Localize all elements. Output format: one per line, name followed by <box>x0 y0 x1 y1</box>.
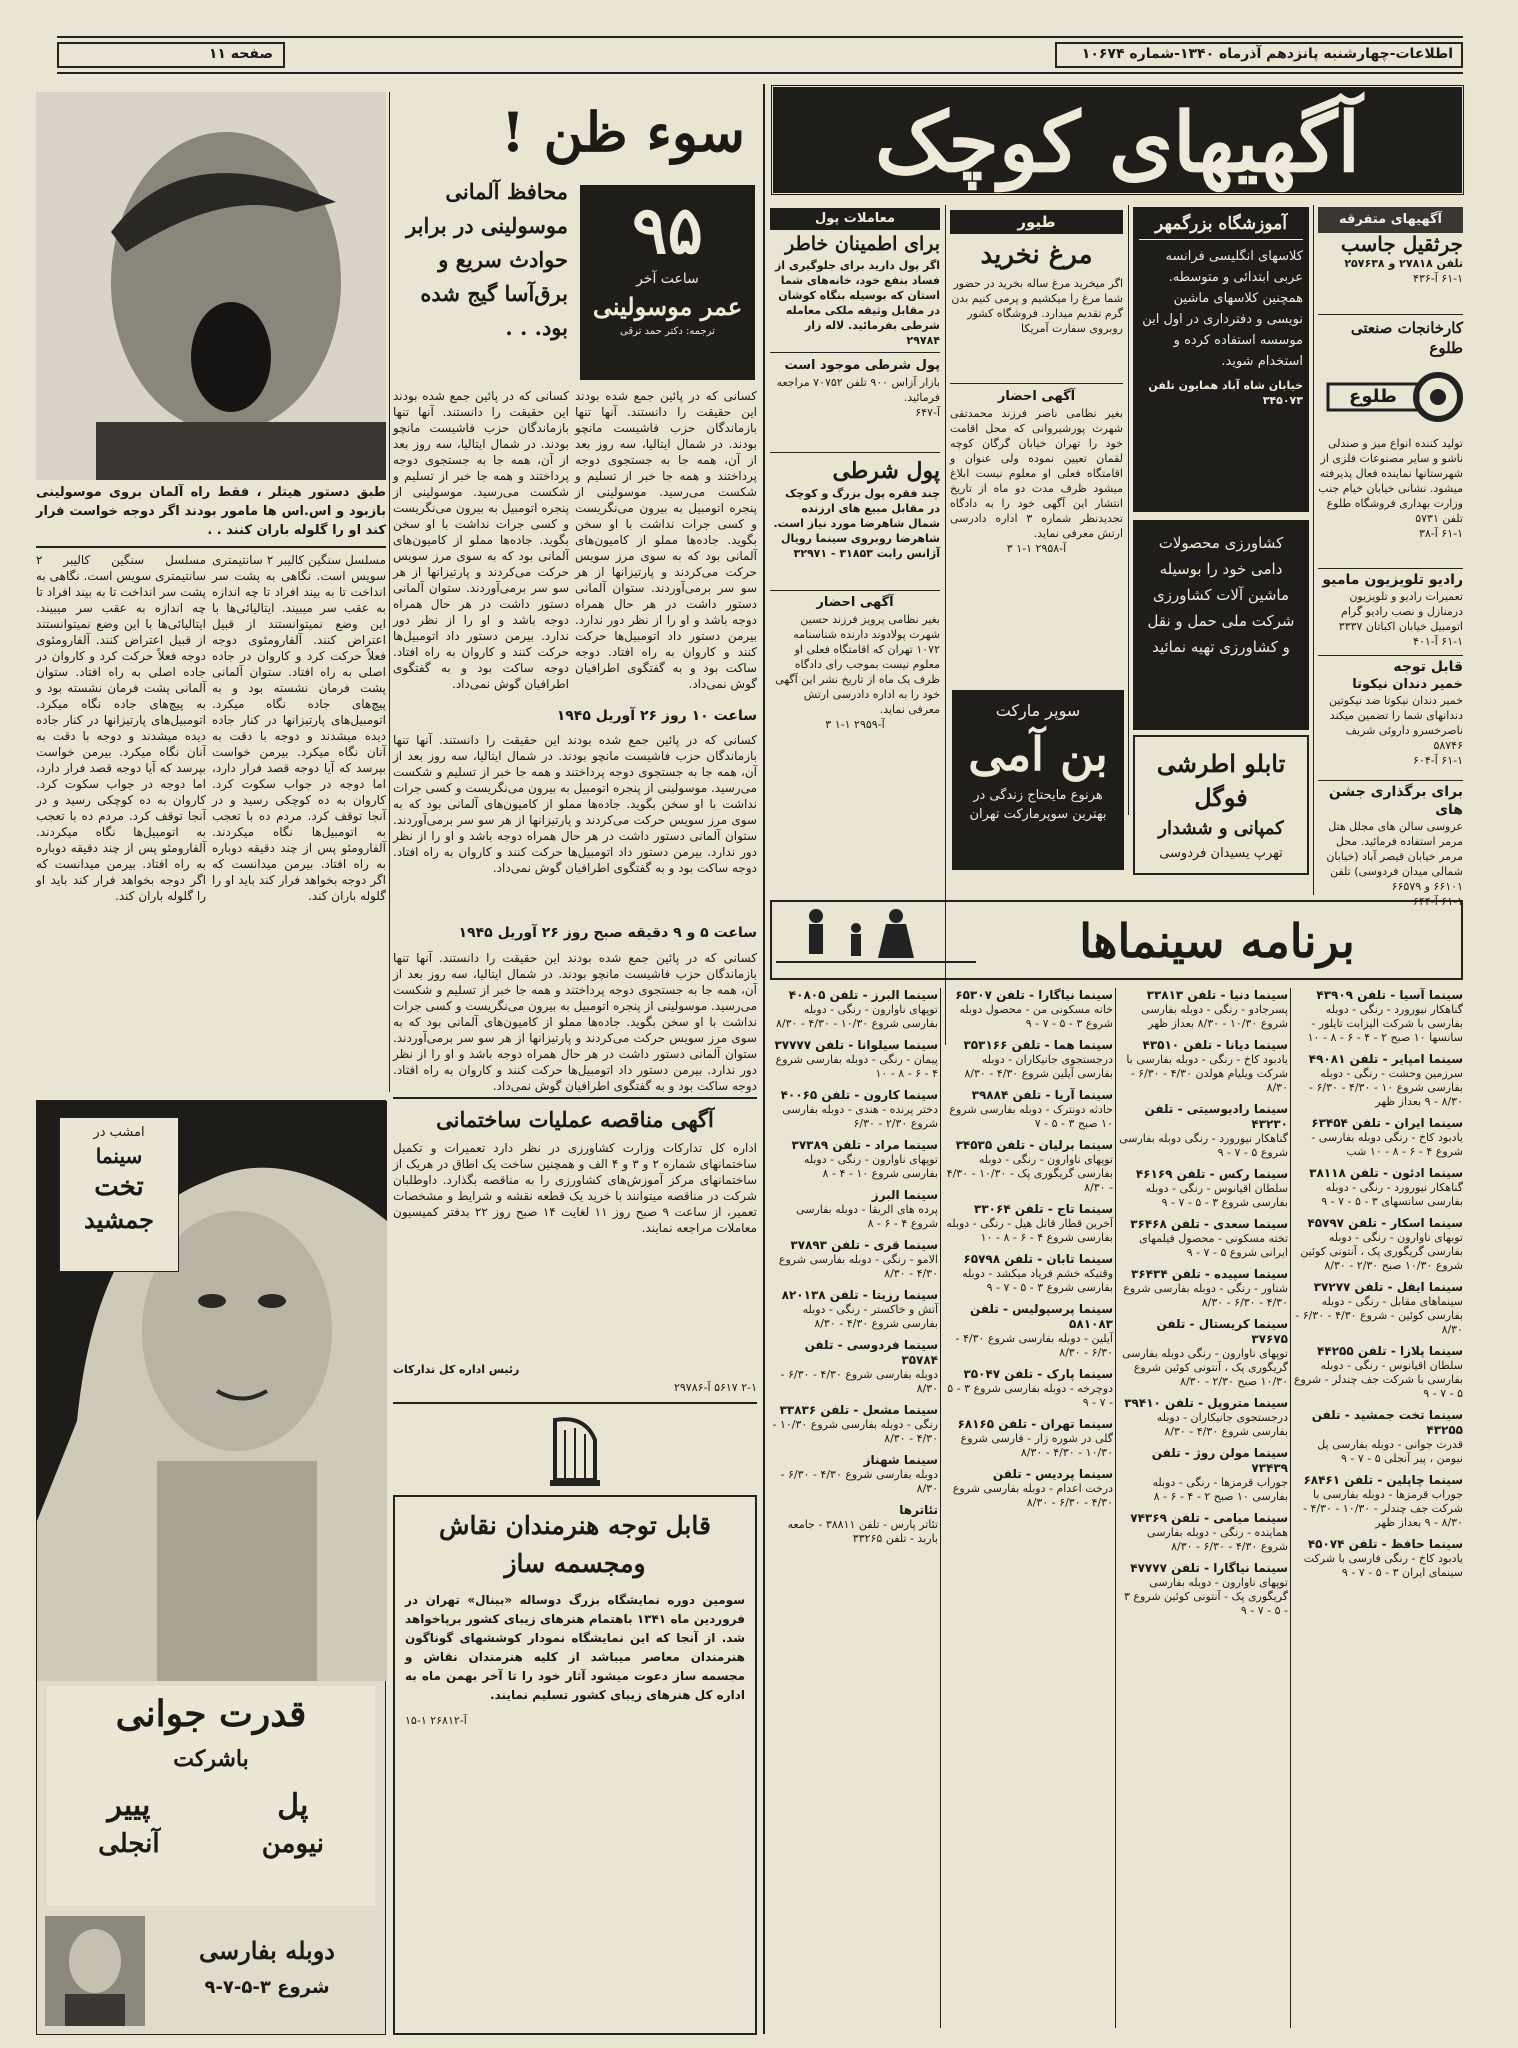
cinema-listing <box>943 1138 1113 1195</box>
ad-celebration-body: عروسی سالن های مجلل هتل مرمر استفاده فرمائید. محل مرمر خیابان قیصر آباد (خیابان شمالی میدان فردوسی) تلفن ۶۶۱۰۱ و ۶۶۵۷۹ <box>1326 820 1463 893</box>
cinema-showtimes: وقتیکه خشم فریاد میکشد - دوبله بفارسی شروع ۳ - ۵ - ۷ - ۹ <box>962 1267 1113 1294</box>
cinema-showtimes: هماینده - رنگی - دوبله بفارسی شروع ۴/۳۰ - ۶/۳۰ - ۸/۳۰ <box>1147 1526 1288 1553</box>
cinema-column-1 <box>1293 988 1463 2038</box>
tender-title: آگهی مناقصه عملیات ساختمانی <box>436 1107 714 1132</box>
cinema-showtimes: الامو - رنگی - دوبله بفارسی شروع ۴/۳۰ - ۸/۳۰ <box>778 1253 938 1280</box>
cinema-showtimes: توپهای ناوارون - رنگی دوبله بفارسی گریگوری پک ، آنتونی کوئین شروع ۱۰/۳۰ صبح ۲/۳۰ - ۸/۳۰ <box>1122 1347 1288 1388</box>
cinema-showtimes: حادثه دونترک - دوبله بفارسی شروع ۱۰ صبح ۳ - ۵ - ۷ <box>949 1103 1113 1130</box>
cinema-name: سینما میامی - تلفن ۷۴۳۶۹ <box>1130 1511 1288 1525</box>
poster-actor2-first: پییر <box>107 1788 151 1823</box>
page-number: صفحه ۱۱ <box>57 42 285 68</box>
cinema-name: سینما پرسپولیس - تلفن ۵۸۱۰۸۳ <box>969 1302 1113 1331</box>
cinema-listing <box>943 1367 1113 1410</box>
poster-top-line1: امشب در <box>93 1125 145 1140</box>
cinema-listing <box>1118 1511 1288 1554</box>
cinema-showtimes: درجستجوی جانیکاران - دوبله بفارسی آیلین شروع ۴/۳۰ - ۸/۳۰ <box>964 1053 1113 1080</box>
cinema-showtimes: درخت اعدام - دوبله بفارسی شروع ۴/۳۰ - ۶/۳۰ - ۸/۳۰ <box>952 1482 1113 1509</box>
ad-jerathil-code: ۶۱-۱ آ-۴۳۶ <box>1413 272 1463 285</box>
cinema-showtimes: دوچرخه - دوبله بفارسی شروع ۳ - ۵ - ۷ - ۹ <box>947 1382 1113 1409</box>
cinema-listing <box>1293 1216 1463 1273</box>
cinema-name: سینما البرز - تلفن ۴۰۸۰۵ <box>788 988 938 1002</box>
ad-summons-title: آگهی احضار <box>816 595 894 610</box>
small-ads-label: آگهیهای متفرقه <box>1318 207 1463 233</box>
toloo-logo-text: طلوع <box>1349 386 1397 407</box>
poster-cinema-name: تخت <box>94 1172 144 1202</box>
ad-money-body: چند فقره پول بزرگ و کوچک در مقابل مبیع های ارزنده شمال شاهرضا مورد نیاز است. شاهرضا روبروی سینما رویال آژانس رابت ۳۱۸۵۳ - ۳۲۹۷۱ <box>773 487 940 560</box>
cinema-showtimes: تخته مسکونی - محصول فیلمهای ایرانی شروع ۵ - ۷ - ۹ <box>1139 1232 1288 1259</box>
cinema-name: سینما حافظ - تلفن ۴۵۰۷۴ <box>1307 1537 1463 1551</box>
cinema-listing <box>1118 1396 1288 1439</box>
ad-loan-title: پول شرطی موجود است <box>784 358 940 373</box>
cinema-name: سینما دنیا - تلفن ۳۳۸۱۳ <box>1146 988 1288 1002</box>
cinema-name: سینما سعدی - تلفن ۳۶۴۶۸ <box>1130 1217 1288 1231</box>
ad-summons-code: آ-۲۹۵۹ ۱-۱ ۳ <box>825 718 885 731</box>
ad-dental-code: ۶۱-۱ آ-۶۰۴ <box>1413 754 1463 767</box>
cinema-showtimes: توپهای ناوارون - رنگی - دوبله بفارسی شروع ۱۰/۳۰ - ۴/۳۰ - ۸/۳۰ <box>776 1003 938 1030</box>
cinema-showtimes: توپهای ناوارون - رنگی - دوبله بفارسی گریگوری پک - ۱۰/۳۰ - ۴/۳۰ - ۸/۳۰ <box>946 1153 1113 1194</box>
cinema-name: سینما امپایر - تلفن ۴۹۰۸۱ <box>1308 1052 1463 1066</box>
cinema-showtimes: توپهای ناوارون - دوبله بفارسی گریگوری پک - آنتونی کوئین شروع ۳ - ۵ - ۷ - ۹ <box>1123 1576 1288 1617</box>
ad-dental-subtitle: خمیر دندان نیکوتا <box>1352 677 1463 692</box>
poster-cinema-box <box>59 1117 179 1272</box>
poster-dubbed: دوبله بفارسی <box>199 1936 335 1965</box>
cinema-showtimes: رنگی - دوبله بفارسی شروع ۱۰/۳۰ - ۴/۳۰ - ۸/۳۰ <box>772 1418 938 1445</box>
cinema-listing <box>943 1417 1113 1460</box>
ad-notice-code: آ-۲۹۵۸ ۱-۱ ۳ <box>1006 542 1067 555</box>
story-headline: سوء ظن ! <box>501 100 745 164</box>
poster-actor1-last: نیومن <box>261 1829 324 1859</box>
cinema-name: سینما فردوسی - تلفن ۳۵۷۸۴ <box>804 1338 938 1367</box>
ad-celebration <box>1318 783 1463 908</box>
cinema-name: سینما ایران - تلفن ۶۳۴۵۴ <box>1311 1116 1463 1130</box>
ad-jerathil-phone: تلفن ۲۷۸۱۸ و ۲۵۷۶۳۸ <box>1344 257 1463 270</box>
cinema-name: سینما سپیده - تلفن ۳۶۴۳۴ <box>1131 1267 1288 1281</box>
cinema-listing <box>770 1403 938 1446</box>
ad-dental-title: قابل توجه <box>1393 659 1463 675</box>
ad-agriculture-body: کشاورزی محصولات دامی خود را بوسیله ماشین آلات کشاورزی شرکت ملی حمل و نقل و کشاورزی تهیه نمائید <box>1147 534 1295 656</box>
ad-celebration-title: برای برگذاری جشن های <box>1328 784 1463 818</box>
cinema-showtimes: یادبود کاخ - رنگی دوبله بفارسی - شروع ۴ - ۶ - ۸ - ۱۰ شب <box>1311 1131 1463 1158</box>
ad-agriculture <box>1133 520 1309 730</box>
ad-jerathil-title: جرثقیل جاسب <box>1340 232 1463 256</box>
cinema-banner-title: برنامه سینماها <box>1079 914 1355 968</box>
series-number: ۹۵ <box>632 191 703 269</box>
cinema-listing <box>1118 1217 1288 1260</box>
series-line2: عمر موسولینی <box>592 292 743 321</box>
cinema-name: سینما قری - تلفن ۳۷۸۹۳ <box>790 1238 938 1252</box>
cinema-showtimes: توپهای ناوارون - رنگی - دوبله بفارسی شروع ۱۰ - ۴ - ۸ <box>803 1153 938 1180</box>
poster-actor2-last: آنجلی <box>98 1829 160 1859</box>
cinema-name: سینما پارک - تلفن ۳۵۰۴۷ <box>963 1367 1113 1381</box>
cinema-showtimes: سرزمین وحشت - رنگی - دوبله بفارسی شروع ۱۰ - ۴/۳۰ - ۶/۳۰ - ۸/۳۰ - ۹ بعداز ظهر <box>1309 1067 1463 1108</box>
story-body-column-4: کسانی که در پائین جمع شده بودند این حقیقت را دانستند. آنها تنها بازماندگان حزب فاشیست مانچو بودند. در شمال ایتالیا، سه روز بعد از آن، همه جا به جستجوی دوجه پرداختند و همه جا خبر از تسلیم و شکست می‌رسید. موسولینی از پنجره اتومبیل به بیرون می‌نگریست و کسی جرات نداشت با او سخن بگوید. جاده‌ها مملو از کامیون‌های آلمانی بود که به سوی مرز سویس حرکت می‌کردند و پارتیزانها از هر سو سر برمی‌آوردند. ستوان آلمانی دستور داشت در هر حال همراه دوجه باشد و او را از نظر دور ندارد. بیرمن دستور داد اتومبیل‌ها حرکت کنند و کاروان به راه افتاد. دوجه ساکت بود و به گفتگوی اطرافیان گوش نمی‌داد. <box>392 951 757 1093</box>
family-silhouette-icon <box>776 902 976 978</box>
masthead: اطلاعات-چهارشنبه پانزدهم آذرماه ۱۳۴۰-شماره ۱۰۶۷۴ <box>1055 42 1463 68</box>
series-credit: ترجمه: دکتر حمد ترقی <box>620 326 715 337</box>
cinema-showtimes: گناهکار نیورورد - رنگی - دوبله بفارسی با شرکت الیزابت تایلور - سانسها ۱۰ صبح ۲ - ۴ - ۶ - ۸ - ۱۰ <box>1307 1003 1463 1044</box>
cinema-listing <box>1293 1280 1463 1337</box>
left-column-text-1: مسلسل سنگین کالیبر ۲ سانتیمتری سویس است. نگاهی به پشت سر انداخت تا به بیند افراد تا چه اندازه به عقب سر میبیند. ایتالیائی‌ها با این وضع نمیتوانستند از قبیل اعتراض کنند. آلفارومئوی دوجه فعلاً حرکت کرد و کاروان در جاده اصلی به راه افتاد. ستوان آلمانی پشت فرمان نشسته بود و به پیچ‌های جاده نگاه میکرد. اتومبیل‌های پارتیزانها در کنار جاده دیده میشدند و دوجه با دقت به آنان نگاه میکرد. بیرمن خواست بپرسد که آیا دوجه قصد فرار دارد، اما دوجه در جواب سکوت کرد. کاروان به ده کوچکی رسید و در آنجا توقف کرد. مردم ده با تعجب به اتومبیل‌ها نگاه میکردند. آلفارومئو پس از چند دقیقه دوباره به راه افتاد. بیرمن میدانست که اگر دوجه بخواهد فرار کند باید او را گلوله باران کند. <box>36 553 206 903</box>
ad-celebration-code: ۶۱-۱ آ-۶۴۴ <box>1413 895 1463 908</box>
cinema-showtimes: گلی در شوره زار - فارسی شروع ۱۰/۳۰ - ۴/۳۰ - ۸/۳۰ <box>960 1432 1113 1459</box>
ad-radio <box>1318 571 1463 653</box>
ad-jerathil <box>1318 232 1463 312</box>
cinema-name: سینما پلازا - تلفن ۴۴۲۵۵ <box>1317 1344 1463 1358</box>
cinema-name: سینما تهران - تلفن ۶۸۱۶۵ <box>957 1417 1113 1431</box>
cinema-showtimes: سلطان اقیانوس - رنگی - دوبله بفارسی با شرکت جف چندلر - شروع ۵ - ۷ - ۹ <box>1293 1359 1463 1400</box>
cinema-listing <box>1293 1408 1463 1466</box>
tender-code: ۲-۱ ۵۶۱۷ آ-۲۹۷۸۶ <box>673 1381 757 1394</box>
cinema-name: سینما رزیتا - تلفن ۸۲۰۱۳۸ <box>781 1288 938 1302</box>
ad-loan-code: آ-۶۴۷ <box>915 406 940 419</box>
cinema-column-4 <box>770 988 938 2038</box>
cinema-banner <box>770 900 1463 980</box>
cinema-listing <box>943 1202 1113 1245</box>
cinema-name: سینما نیاگارا - تلفن ۶۵۳۰۷ <box>955 988 1113 1002</box>
cinema-listing <box>770 1338 938 1396</box>
cinema-column-3 <box>943 988 1113 2038</box>
cinema-showtimes: گناهکار نیورورد - رنگی - دوبله بفارسی سانسهای ۳ - ۵ - ۷ - ۹ <box>1321 1181 1463 1208</box>
cinema-name: سینما برلیان - تلفن ۳۴۵۳۵ <box>955 1138 1113 1152</box>
left-column-text-2: مسلسل سنگین کالیبر ۲ سانتیمتری سویس است. نگاهی به پشت سر انداخت تا به بیند افراد تا چه اندازه به عقب سر میبیند. ایتالیائی‌ها با این وضع نمیتوانستند از قبیل اعتراض کنند. آلفارومئوی دوجه فعلاً حرکت کرد و کاروان در جاده اصلی به راه افتاد. ستوان آلمانی پشت فرمان نشسته بود و به پیچ‌های جاده نگاه میکرد. اتومبیل‌های پارتیزانها در کنار جاده دیده میشدند و دوجه با دقت به آنان نگاه میکرد. بیرمن خواست بپرسد که آیا دوجه قصد فرار دارد، اما دوجه در جواب سکوت کرد. کاروان به ده کوچکی رسید و در آنجا توقف کرد. مردم ده با تعجب به اتومبیل‌ها نگاه میکردند. آلفارومئو پس از چند دقیقه دوباره به راه افتاد. بیرمن میدانست که اگر دوجه بخواهد فرار کند باید او را گلوله باران کند. <box>212 553 386 903</box>
ad-supermarket-name: بن آمی <box>968 727 1108 781</box>
ad-supermarket <box>952 690 1124 870</box>
cinema-listing <box>943 1252 1113 1295</box>
cinema-showtimes: دوبله بفارسی شروع ۴/۳۰ - ۶/۳۰ - ۸/۳۰ <box>780 1468 938 1495</box>
poster-actor-2 <box>98 1786 160 1862</box>
cinema-name: سینما هما - تلفن ۳۵۳۱۶۶ <box>963 1038 1113 1052</box>
cinema-showtimes: قدرت جوانی - دوبله بفارسی پل نیومن ، پیر آنجلی ۵ - ۷ - ۹ <box>1317 1438 1463 1465</box>
cinema-name: سینما مراد - تلفن ۳۷۳۸۹ <box>791 1138 938 1152</box>
toloo-logo <box>1318 362 1463 432</box>
cinema-listing <box>770 1288 938 1331</box>
ad-supermarket-subtitle: هرنوع مایحتاج زندگی در بهترین سوپرمارکت تهران <box>969 788 1107 822</box>
cinema-listing <box>943 1302 1113 1360</box>
cinema-name: سینما رکس - تلفن ۴۶۱۶۹ <box>1135 1167 1288 1181</box>
ad-radio-title: رادیو تلویزیون مامیو <box>1322 572 1463 588</box>
story-body-column-2: کسانی که در پائین جمع شده بودند این حقیقت را دانستند. آنها تنها بازماندگان حزب فاشیست مانچو بودند. در شمال ایتالیا، سه روز بعد از آن، همه جا به جستجوی دوجه پرداختند و همه جا خبر از تسلیم و شکست می‌رسید. موسولینی از پنجره اتومبیل به بیرون می‌نگریست و کسی جرات نداشت با او سخن بگوید. جاده‌ها مملو از کامیون‌های آلمانی بود که به سوی مرز سویس حرکت می‌کردند و پارتیزانها از هر سو سر برمی‌آوردند. ستوان آلمانی دستور داشت در هر حال همراه دوجه باشد و او را از نظر دور ندارد. بیرمن دستور داد اتومبیل‌ها حرکت کنند و کاروان به راه افتاد. دوجه ساکت بود و به گفتگوی اطرافیان گوش نمی‌داد. <box>393 389 569 691</box>
ad-real-estate-body: اگر پول دارید برای جلوگیری از فساد بنفع خود، خانه‌های شما استان که بوسیله بنگاه کوشان در مقابل وثیقه ملکی معامله شرطی بفرمائید. لاله زار ۲۹۷۸۴ <box>774 259 940 347</box>
cinema-showtimes: آیلین - دوبله بفارسی شروع ۴/۳۰ - ۶/۳۰ - ۸/۳۰ <box>955 1332 1113 1359</box>
ad-school-title: آموزشگاه بزرگمهر <box>1139 213 1303 240</box>
cinema-name: سینما متروپل - تلفن ۳۹۴۱۰ <box>1124 1396 1288 1410</box>
ad-dental <box>1318 658 1463 778</box>
ad-real-estate <box>770 208 940 448</box>
cinema-listing <box>770 1188 938 1231</box>
ad-chicken-body: اگر میخرید مرغ ساله بخرید در حضور شما مرغ را میکشیم و پرمی کنیم بدن گرم تقدیم میدارد. فروشگاه کشور روبروی سفارت آمریکا <box>951 277 1123 335</box>
poster-title-area <box>47 1686 375 1906</box>
ad-notice-title: آگهی احضار <box>997 389 1076 404</box>
ad-summons-body: بغیر نظامی پرویز فرزند حسین شهرت پولادوند دارنده شناسنامه ۱۰۷۲ تهران که اقامتگاه فعلی او معلوم نیست بموجب رای دادگاه ظرف یک ماه از تاریخ نشر این آگهی خود را به اداره دادرسی ارتش معرفی نماید. <box>775 613 940 716</box>
story-date-2: ساعت ۵ و ۹ دقیقه صبح روز ۲۶ آوریل ۱۹۴۵ <box>393 925 757 947</box>
cinema-listing <box>943 1038 1113 1081</box>
cinema-name: سینما اسکار - تلفن ۴۵۷۹۷ <box>1307 1216 1463 1230</box>
ad-toloo-body: تولید کننده انواع میز و صندلی ناشو و سایر مصنوعات فلزی از شهرستانها نماینده فعال پذیرفته میشود. نشانی خیابان خیام جنب وزارت بهداری فروشگاه طلوع تلفن ۵۷۳۱ <box>1318 437 1463 525</box>
cinema-showtimes: پسرجادو - رنگی - دوبله بفارسی شروع ۱۰/۳۰ - ۸/۳۰ بعداز ظهر <box>1141 1003 1288 1030</box>
cinema-name: تئاترها <box>899 1503 938 1517</box>
cinema-listing <box>1293 1537 1463 1580</box>
story-body-column-1: کسانی که در پائین جمع شده بودند این حقیقت را دانستند. آنها تنها بازماندگان حزب فاشیست مانچو بودند. در شمال ایتالیا، سه روز بعد از آن، همه جا به جستجوی دوجه پرداختند و همه جا خبر از تسلیم و شکست می‌رسید. موسولینی از پنجره اتومبیل به بیرون می‌نگریست و کسی جرات نداشت با او سخن بگوید. جاده‌ها مملو از کامیون‌های آلمانی بود که به سوی مرز سویس حرکت می‌کردند و پارتیزانها از هر سو سر برمی‌آوردند. ستوان آلمانی دستور داشت در هر حال همراه دوجه باشد و او را از نظر دور ندارد. بیرمن دستور داد اتومبیل‌ها حرکت کنند و کاروان به راه افتاد. دوجه ساکت بود و به گفتگوی اطرافیان گوش نمی‌داد. <box>575 389 757 691</box>
poster-with: باشرکت <box>173 1746 249 1772</box>
ad-tablo-title: تابلو اطرشی فوگل <box>1156 749 1286 812</box>
cinema-column-2 <box>1118 988 1288 2038</box>
series-box <box>580 185 755 380</box>
ad-art-body: سومین دوره نمایشگاه بزرگ دوساله «بینال» تهران در فروردین ماه ۱۳۴۱ باهتمام هنرهای زیبای کشور برپاخواهد شد. از آنجا که این نمایشگاه نمودار کوششهای گوناگون هنرمندان معاصر میباشد از کلیه هنرمندان نقاش و مجسمه ساز دعوت میشود آثار خود را تا آخر بهمن ماه به اداره کل هنرهای زیبای کشور تسلیم نمایند. <box>405 1593 745 1702</box>
cinema-name: سینما تابان - تلفن ۶۵۷۹۸ <box>963 1252 1113 1266</box>
cinema-name: سینما ادئون - تلفن ۳۸۱۱۸ <box>1309 1166 1463 1180</box>
ad-dental-body: خمیر دندان نیکوتا ضد نیکوتین دندانهای شما را تضمین میکند ناصرخسرو داروئی شریف ۵۸۷۴۶ <box>1329 694 1463 752</box>
cinema-showtimes: تئاتر پارس - تلفن ۳۸۸۱۱ - جامعه باربد - تلفن ۳۳۲۶۵ <box>787 1518 938 1545</box>
series-line1: ساعت آخر <box>636 271 699 287</box>
poster-actor1-first: پل <box>277 1788 309 1823</box>
cinema-listing <box>943 988 1113 1031</box>
story-subhead: محافظ آلمانی موسولینی در برابر حوادث سریع و برق‌آسا گیج شده بود. . . <box>406 179 568 340</box>
cinema-showtimes: جوراب قرمزها - دوبله بفارسی با شرکت جف چندلر - ۱۰/۳۰ - ۴/۳۰ - ۸/۳۰ - ۹ بعداز ظهر <box>1303 1488 1463 1529</box>
cinema-name: سینما پردیس - تلفن <box>992 1467 1113 1481</box>
cinema-name: سینما کارون - تلفن ۴۰۰۶۵ <box>780 1088 938 1102</box>
cinema-showtimes: یادبود کاخ - رنگی فارسی با شرکت سینمای ایران ۳ - ۵ - ۷ - ۹ <box>1303 1552 1463 1579</box>
cinema-listing <box>943 1467 1113 1510</box>
tender-body: اداره کل تدارکات وزارت کشاورزی در نظر دارد تعمیرات و تکمیل ساختمانهای شماره ۲ و ۳ و ۴ الف و همچنین ساخت یک اطاق در هریک از ساختمانهای مرکز آموزش‌های کشاورزی را به مناقصه بگذارد. داوطلبان شرکت در مناقصه میتوانند با خرید یک قطعه نقشه و شرایط و مشخصات تعمیر، از ساعت ۹ صبح روز ۱۱ لغایت ۱۴ صبح روز ۲۲ بدفتر کمیسیون معاملات مراجعه نمایند. <box>393 1141 758 1235</box>
ad-chicken-category: طیور <box>950 210 1123 234</box>
poster-actor-1 <box>262 1786 324 1862</box>
cinema-name: سینما البرز <box>871 1188 938 1202</box>
cinema-showtimes: سلطان اقیانوس - رنگی - دوبله بفارسی شروع ۳ - ۵ - ۷ - ۹ <box>1145 1182 1288 1209</box>
ad-chicken <box>950 210 1123 380</box>
cinema-listing <box>1293 1473 1463 1530</box>
cinema-listing <box>943 1088 1113 1131</box>
cinema-showtimes: پرده های الریقا - دوبله بفارسی شروع ۴ - ۶ - ۸ <box>796 1203 938 1230</box>
ad-toloo-code: ۶۱-۱ آ-۳۸ <box>1418 527 1463 540</box>
ad-art <box>393 1495 757 2035</box>
cinema-name: سینما ایفل - تلفن ۳۷۲۷۷ <box>1313 1280 1463 1294</box>
cinema-name: سینما آریا - تلفن ۳۹۸۸۴ <box>971 1088 1113 1102</box>
cinema-listing <box>1118 1167 1288 1210</box>
cinema-listing <box>770 1038 938 1081</box>
cinema-name: سینما تخت جمشید - تلفن ۴۳۲۵۵ <box>1311 1408 1463 1437</box>
cinema-listing <box>1118 1038 1288 1095</box>
cinema-showtimes: آخرین قطار قاتل هیل - رنگی - دوبله بفارسی شروع ۴ - ۶ - ۸ - ۱۰ <box>946 1217 1113 1244</box>
cinema-showtimes: دختر پرنده - هندی - دوبله بفارسی شروع ۲/۳۰ - ۶/۳۰ <box>782 1103 938 1130</box>
photo-caption: طبق دستور هیتلر ، فقط راه آلمان بروی موسولینی بازبود و اس.اس ها مامور بودند اگر دوجه خواست فرار کند او را گلوله باران کنند . . <box>36 485 386 538</box>
ad-toloo-title: کارخانجات صنعتی طلوع <box>1350 319 1463 357</box>
cinema-listing <box>770 1138 938 1181</box>
cinema-showtimes: درجستجوی جانیکاران - دوبله بفارسی شروع ۴/۳۰ - ۸/۳۰ <box>1156 1411 1288 1438</box>
cinema-listing <box>1293 1344 1463 1401</box>
cinema-listing <box>770 1238 938 1281</box>
ad-school-address: خیابان شاه آباد همایون تلفن ۳۴۵۰۷۳ <box>1148 379 1303 407</box>
harp-logo <box>540 1410 610 1490</box>
ad-toloo <box>1318 318 1463 566</box>
ad-money-title: پول شرطی <box>832 458 940 484</box>
cinema-listing <box>1293 988 1463 1045</box>
story-body-column-3: کسانی که در پائین جمع شده بودند این حقیقت را دانستند. آنها تنها بازماندگان حزب فاشیست مانچو بودند. در شمال ایتالیا، سه روز بعد از آن، همه جا به جستجوی دوجه پرداختند و همه جا خبر از تسلیم و شکست می‌رسید. موسولینی از پنجره اتومبیل به بیرون می‌نگریست و کسی جرات نداشت با او سخن بگوید. جاده‌ها مملو از کامیون‌های آلمانی بود که به سوی مرز سویس حرکت می‌کردند و پارتیزانها از هر سو سر برمی‌آوردند. ستوان آلمانی دستور داشت در هر حال همراه دوجه باشد و او را از نظر دور ندارد. بیرمن دستور داد اتومبیل‌ها حرکت کنند و کاروان به راه افتاد. دوجه ساکت بود و به گفتگوی اطرافیان گوش نمی‌داد. <box>392 733 757 875</box>
harp-icon <box>540 1410 610 1490</box>
cinema-name: سینما شهناز <box>863 1453 938 1467</box>
ad-radio-code: ۶۱-۱ آ-۴۰۱ <box>1413 635 1463 648</box>
cinema-showtimes: توبهای ناوارون - رنگی - دوبله بفارسی گریگوری پک ، آنتونی کوئین شروع ۱۰/۳۰ صبح ۲/۳۰ - ۸/۳۰ <box>1300 1231 1463 1272</box>
ad-loan-body: بازار آزاس ۹۰۰ تلفن ۷۰۷۵۲ مراجعه فرمائید. <box>776 376 940 404</box>
cinema-name: سینما آسیا - تلفن ۴۳۹۰۹ <box>1316 988 1463 1002</box>
cinema-showtimes: آتش و خاکستر - رنگی - دوبله بفارسی شروع ۴/۳۰ - ۸/۳۰ <box>802 1303 938 1330</box>
cinema-listing <box>1118 1267 1288 1310</box>
ad-notice-body: بغیر نظامی ناصر فرزند محمدتقی شهرت پورشیروانی که محل اقامت خود را تهران خیابان گرگان کوچه لقمان تعیین نموده ولی عنوان و اقامتگاه فعلی او معلوم نیست ابلاغ میشود ظرف مدت دو ماه از تاریخ انتشار این آگهی خود را به دادگاه تجدیدنظر شماره ۳ اداره دادرسی ارتش معرفی نماید. <box>950 407 1123 540</box>
portrait-photo-icon <box>36 92 386 480</box>
cinema-name: سینما مشعل - تلفن ۳۳۸۳۶ <box>779 1403 938 1417</box>
ad-tablo-address: تهرپ یسیدان فردوسی <box>1159 846 1283 861</box>
cinema-showtimes: شناور - رنگی - دوبله بفارسی شروع ۴/۳۰ - ۶/۳۰ - ۸/۳۰ <box>1123 1282 1288 1309</box>
movie-poster <box>36 1100 386 2035</box>
classifieds-banner: آگهیهای کوچک <box>770 84 1465 196</box>
poster-times: شروع ۳-۵-۷-۹ <box>204 1977 330 1998</box>
cinema-name: سینما چاپلین - تلفن ۶۸۴۶۱ <box>1303 1473 1463 1487</box>
ad-tablo-subtitle: کمپانی و ششدار <box>1158 818 1284 839</box>
ad-supermarket-title: سوپر مارکت <box>995 701 1081 720</box>
ad-school <box>1133 207 1309 512</box>
cinema-name: سینما کریستال - تلفن ۳۷۶۷۵ <box>1156 1317 1288 1346</box>
story-date-1: ساعت ۱۰ روز ۲۶ آوریل ۱۹۴۵ <box>556 708 757 724</box>
cinema-name: سینما مولن روژ - تلفن ۷۳۴۳۹ <box>1151 1446 1288 1475</box>
ad-summons <box>770 594 940 874</box>
ad-art-code: آ-۲۶۸۱۲ ۱-۱۵ <box>405 1714 467 1727</box>
cinema-listing <box>1118 1317 1288 1389</box>
ad-radio-body: تعمیرات رادیو و تلویزیون درمنازل و نصب رادیو گرام اتومبیل خیابان اکباتان ۳۳۳۷ <box>1338 590 1463 633</box>
ad-school-body: کلاسهای انگلیسی فرانسه عربی ابتدائی و متوسطه. همچنین کلاسهای ماشین نویسی و دفترداری در اول این موسسه استفاده کرده و استخدام شوید. <box>1142 249 1303 369</box>
poster-top-line2: سینما <box>95 1144 143 1168</box>
ad-chicken-title: مرغ نخرید <box>980 240 1093 270</box>
ad-tablo <box>1133 735 1309 875</box>
cinema-showtimes: سینماهای مقابل - رنگی - دوبله بفارسی کوئین - شروع ۴/۳۰ - ۶/۳۰ - ۸/۳۰ <box>1295 1295 1463 1336</box>
cinema-showtimes: پیمان - رنگی - دوبله بفارسی شروع ۴ - ۶ - ۸ - ۱۰ <box>775 1053 938 1080</box>
cinema-showtimes: خانه مسکونی من - محصول دوبله شروع ۳ - ۵ - ۷ - ۹ <box>959 1003 1113 1030</box>
poster-small-photo-icon <box>45 1916 145 2026</box>
cinema-name: سینما رادیوسیتی - تلفن ۴۳۲۳۰ <box>1144 1102 1288 1131</box>
cinema-showtimes: یادبود کاخ - رنگی - دوبله بفارسی با شرکت ویلیام هولدن ۴/۳۰ - ۶/۳۰ - ۸/۳۰ <box>1126 1053 1288 1094</box>
cinema-listing <box>1118 1446 1288 1504</box>
ad-money <box>770 456 940 586</box>
cinema-listing <box>1118 1102 1288 1160</box>
poster-actors <box>47 1786 375 1862</box>
cinema-listing <box>1293 1166 1463 1209</box>
cinema-name: سینما سیلوانا - تلفن ۳۷۷۷۷ <box>774 1038 938 1052</box>
cinema-name: سینما نیاگارا - تلفن ۴۷۷۷۷ <box>1130 1561 1288 1575</box>
cinema-name: سینما تاج - تلفن ۳۳۰۶۴ <box>974 1202 1113 1216</box>
cinema-listing <box>770 988 938 1031</box>
ad-art-title-2: ومجسمه ساز <box>504 1549 646 1578</box>
cinema-showtimes: جوراب قرمزها - رنگی - دوبله بفارسی ۱۰ صبح ۲ - ۴ - ۶ - ۸ <box>1152 1476 1288 1503</box>
ad-art-title-1: قابل توجه هنرمندان نقاش <box>439 1511 711 1540</box>
poster-film-title: قدرت جوانی <box>115 1693 307 1735</box>
cinema-showtimes: گناهکار نیورورد - رنگی دوبله بفارسی شروع ۵ - ۷ - ۹ <box>1119 1132 1288 1159</box>
cinema-listing <box>1118 988 1288 1031</box>
ad-notice <box>950 388 1123 688</box>
hitler-photo <box>36 92 386 480</box>
cinema-showtimes: دوبله بفارسی شروع ۴/۳۰ - ۶/۳۰ - ۸/۳۰ <box>780 1368 938 1395</box>
ad-real-estate-section: معاملات پول <box>770 208 940 230</box>
cinema-listing <box>1293 1116 1463 1159</box>
cinema-listing <box>770 1503 938 1546</box>
cinema-listing <box>1118 1561 1288 1618</box>
ad-real-estate-title: برای اطمینان خاطر <box>785 233 940 255</box>
tender-signature: رئیس اداره کل تدارکات <box>393 1363 520 1376</box>
poster-cinema-name2: جمشید <box>84 1205 154 1234</box>
cinema-listing <box>770 1088 938 1131</box>
cinema-listing <box>1293 1052 1463 1109</box>
cinema-listing <box>770 1453 938 1496</box>
cinema-name: سینما دیانا - تلفن ۴۳۵۱۰ <box>1142 1038 1288 1052</box>
